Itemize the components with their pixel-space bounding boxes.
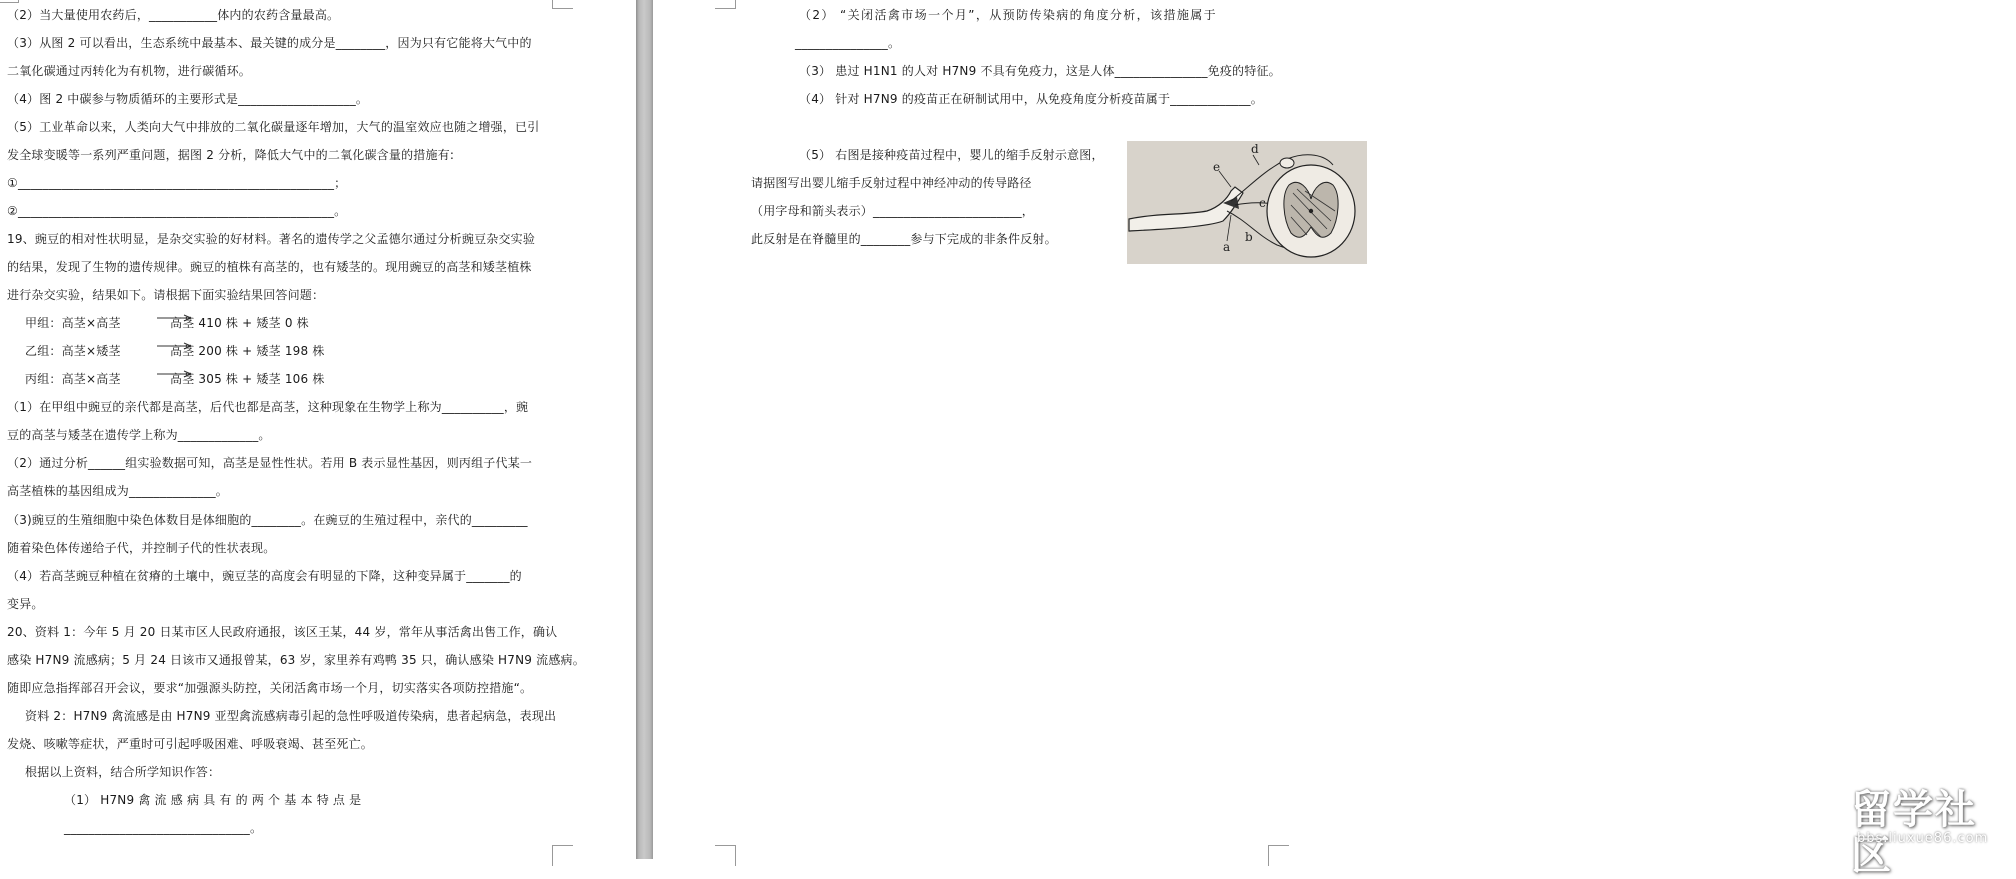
experiment-group-label: 甲组：高茎×高茎 bbox=[25, 316, 121, 330]
experiment-group-result: 高茎 410 株 + 矮茎 0 株 bbox=[170, 316, 309, 330]
text-line: ②___________________________________________________。 bbox=[7, 204, 347, 218]
figure-label: e bbox=[1213, 160, 1221, 174]
text-line: 变异。 bbox=[7, 597, 44, 611]
crop-mark bbox=[715, 0, 736, 9]
text-line: 豆的高茎与矮茎在遗传学上称为_____________。 bbox=[7, 428, 271, 442]
text-line: （4）若高茎豌豆种植在贫瘠的土壤中，豌豆茎的高度会有明显的下降，这种变异属于_______的 bbox=[7, 569, 522, 583]
site-watermark bbox=[1851, 787, 2016, 879]
text-line: 此反射是在脊髓里的________参与下完成的非条件反射。 bbox=[751, 232, 1057, 246]
page-gutter bbox=[636, 0, 653, 859]
text-line: 进行杂交实验，结果如下。请根据下面实验结果回答问题： bbox=[7, 288, 325, 302]
text-line: （3）从图 2 可以看出，生态系统中最基本、最关键的成分是________，因为只有它能将大气中的 bbox=[7, 36, 532, 50]
reflex-arc-figure bbox=[1127, 141, 1367, 264]
text-line: ______________________________。 bbox=[64, 821, 263, 835]
text-line: ①___________________________________________________； bbox=[7, 176, 347, 190]
text-line: 发烧、咳嗽等症状，严重时可引起呼吸困难、呼吸衰竭、甚至死亡。 bbox=[7, 737, 374, 751]
experiment-group-label: 丙组：高茎×高茎 bbox=[25, 372, 121, 386]
watermark-title: 留学社区 bbox=[1851, 787, 1977, 879]
text-line: _______________。 bbox=[795, 36, 901, 50]
text-line: 高茎植株的基因组成为______________。 bbox=[7, 484, 229, 498]
figure-label: c bbox=[1259, 196, 1266, 210]
experiment-group-result: 高茎 200 株 + 矮茎 198 株 bbox=[170, 344, 325, 358]
text-line: （2）当大量使用农药后，___________体内的农药含量最高。 bbox=[7, 8, 340, 22]
document-page-right bbox=[653, 0, 1989, 879]
experiment-group-result: 高茎 305 株 + 矮茎 106 株 bbox=[170, 372, 325, 386]
text-line: 请据图写出婴儿缩手反射过程中神经冲动的传导路径 bbox=[751, 176, 1032, 190]
text-line: （4） 针对 H7N9 的疫苗正在研制试用中，从免疫角度分析疫苗属于_____________。 bbox=[799, 92, 1263, 106]
text-line: （5） 右图是接种疫苗过程中，婴儿的缩手反射示意图， bbox=[799, 148, 1104, 162]
text-line: （用字母和箭头表示）________________________， bbox=[751, 204, 1035, 218]
document-page-left bbox=[0, 0, 636, 859]
text-line: 随即应急指挥部召开会议，要求“加强源头防控，关闭活禽市场一个月，切实落实各项防控措施“。 bbox=[7, 681, 533, 695]
text-line: （1）在甲组中豌豆的亲代都是高茎，后代也都是高茎，这种现象在生物学上称为__________，豌 bbox=[7, 400, 529, 414]
figure-label: a bbox=[1223, 240, 1231, 254]
text-line: 感染 H7N9 流感病；5 月 24 日该市又通报曾某，63 岁，家里养有鸡鸭 35 只，确认感染 H7N9 流感病。 bbox=[7, 653, 585, 667]
text-line: 随着染色体传递给子代，并控制子代的性状表现。 bbox=[7, 541, 276, 555]
figure-label: d bbox=[1251, 142, 1259, 156]
crop-mark bbox=[1268, 845, 1289, 866]
text-line: （2） “关闭活禽市场一个月”，从预防传染病的角度分析，该措施属于 bbox=[799, 8, 1218, 22]
crop-mark bbox=[715, 845, 736, 866]
text-line: 二氧化碳通过丙转化为有机物，进行碳循环。 bbox=[7, 64, 252, 78]
text-line: （3)豌豆的生殖细胞中染色体数目是体细胞的________。在豌豆的生殖过程中，亲代的_________ bbox=[7, 513, 528, 527]
watermark-url: bbs.liuxue86.com bbox=[1857, 831, 1989, 846]
experiment-group-label: 乙组：高茎×矮茎 bbox=[25, 344, 121, 358]
crop-mark bbox=[552, 0, 573, 9]
text-line: 发全球变暖等一系列严重问题，据图 2 分析，降低大气中的二氧化碳含量的措施有: bbox=[7, 148, 455, 162]
text-line: （2）通过分析______组实验数据可知，高茎是显性性状。若用 B 表示显性基因，则丙组子代某一 bbox=[7, 456, 533, 470]
crop-mark bbox=[0, 0, 19, 3]
text-line: 20、资料 1：今年 5 月 20 日某市区人民政府通报，该区王某，44 岁，常年从事活禽出售工作，确认 bbox=[7, 625, 558, 639]
crop-mark bbox=[552, 845, 573, 866]
text-line: （5）工业革命以来，人类向大气中排放的二氧化碳量逐年增加，大气的温室效应也随之增强，已引 bbox=[7, 120, 540, 134]
text-line: 根据以上资料，结合所学知识作答： bbox=[25, 765, 221, 779]
text-line: （4）图 2 中碳参与物质循环的主要形式是___________________。 bbox=[7, 92, 369, 106]
text-line: 的结果，发现了生物的遗传规律。豌豆的植株有高茎的，也有矮茎的。现用豌豆的高茎和矮茎植株 bbox=[7, 260, 532, 274]
text-line: （3） 患过 H1N1 的人对 H7N9 不具有免疫力，这是人体_______________免疫的特征。 bbox=[799, 64, 1281, 78]
figure-label: b bbox=[1245, 230, 1253, 244]
text-line: 19、豌豆的相对性状明显，是杂交实验的好材料。著名的遗传学之父孟德尔通过分析豌豆杂交实验 bbox=[7, 232, 536, 246]
text-line: 资料 2：H7N9 禽流感是由 H7N9 亚型禽流感病毒引起的急性呼吸道传染病，患者起病急，表现出 bbox=[25, 709, 557, 723]
text-line: （1） H7N9 禽 流 感 病 具 有 的 两 个 基 本 特 点 是 bbox=[64, 793, 362, 807]
reflex-arc-diagram bbox=[1127, 141, 1367, 264]
